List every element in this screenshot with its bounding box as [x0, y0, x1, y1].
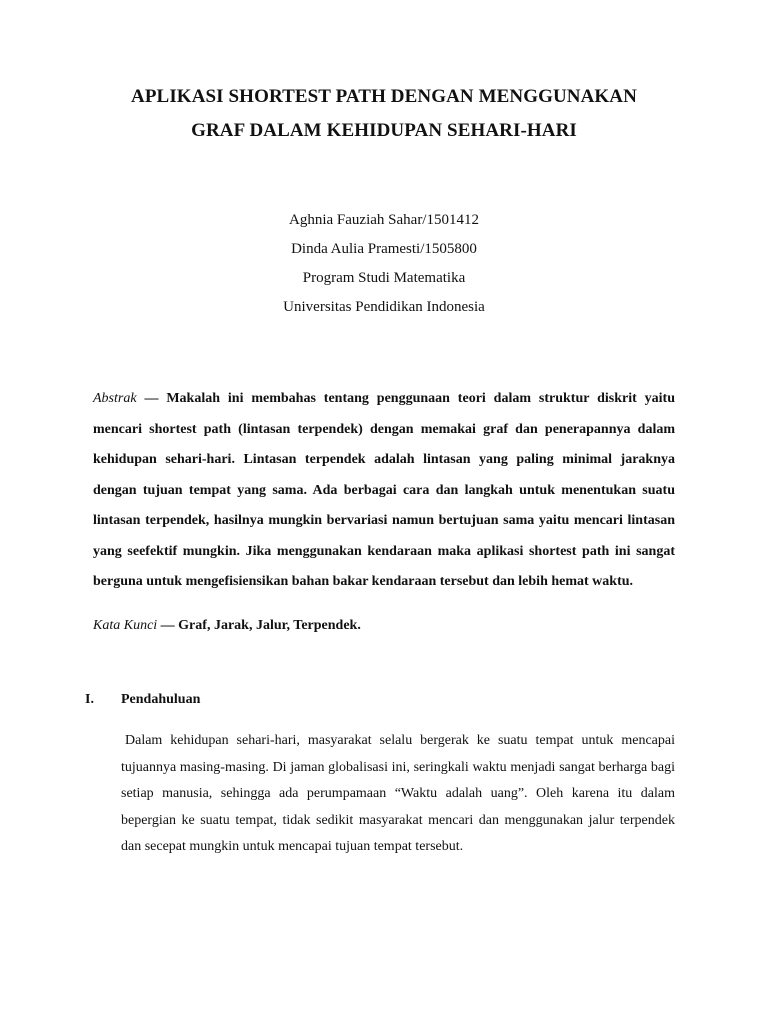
author-2: Dinda Aulia Pramesti/1505800	[291, 241, 477, 257]
keywords-line	[93, 618, 675, 634]
study-program: Program Studi Matematika	[302, 270, 466, 286]
author-1: Aghnia Fauziah Sahar/1501412	[289, 212, 479, 228]
section-number: I.	[85, 692, 94, 707]
abstract-text: — Makalah ini membahas tentang penggunaan teori dalam struktur diskrit yaitu mencari shortest path (lintasan terpendek) dengan memakai graf dan penerapannya dalam kehidupan sehari-hari. Lintasan terpendek adalah lintasan yang paling minimal jaraknya dengan tujuan tempat yang sama. Ada berbagai cara dan langkah untuk menentukan suatu lintasan terpendek, hasilnya mungkin bervariasi namun bertujuan sama yaitu mencari lintasan yang seefektif mungkin. Jika menggunakan kendaraan maka aplikasi shortest path ini sangat berguna untuk mengefisiensikan bahan bakar kendaraan tersebut dan lebih hemat waktu.	[93, 391, 675, 589]
university: Universitas Pendidikan Indonesia	[283, 299, 485, 315]
introduction-paragraph: Dalam kehidupan sehari-hari, masyarakat selalu bergerak ke suatu tempat untuk mencapai tujuannya masing-masing. Di jaman globalisasi ini, seringkali waktu menjadi sangat berharga bagi setiap manusia, sehingga ada perumpamaan “Waktu adalah uang”. Oleh karena itu dalam bepergian ke suatu tempat, tidak sedikit masyarakat mencari dan menggunakan jalur terpendek dan secepat mungkin untuk mencapai tujuan tempat tersebut.	[121, 733, 675, 855]
section-heading: Pendahuluan	[121, 692, 201, 707]
abstract-paragraph	[93, 384, 675, 598]
abstract-label: Abstrak	[93, 391, 137, 406]
paper-title-line-2: GRAF DALAM KEHIDUPAN SEHARI-HARI	[191, 120, 577, 141]
keywords-label: Kata Kunci	[93, 618, 158, 633]
paper-title-line-1: APLIKASI SHORTEST PATH DENGAN MENGGUNAKAN	[131, 86, 637, 107]
keywords-text: — Graf, Jarak, Jalur, Terpendek.	[157, 618, 361, 633]
